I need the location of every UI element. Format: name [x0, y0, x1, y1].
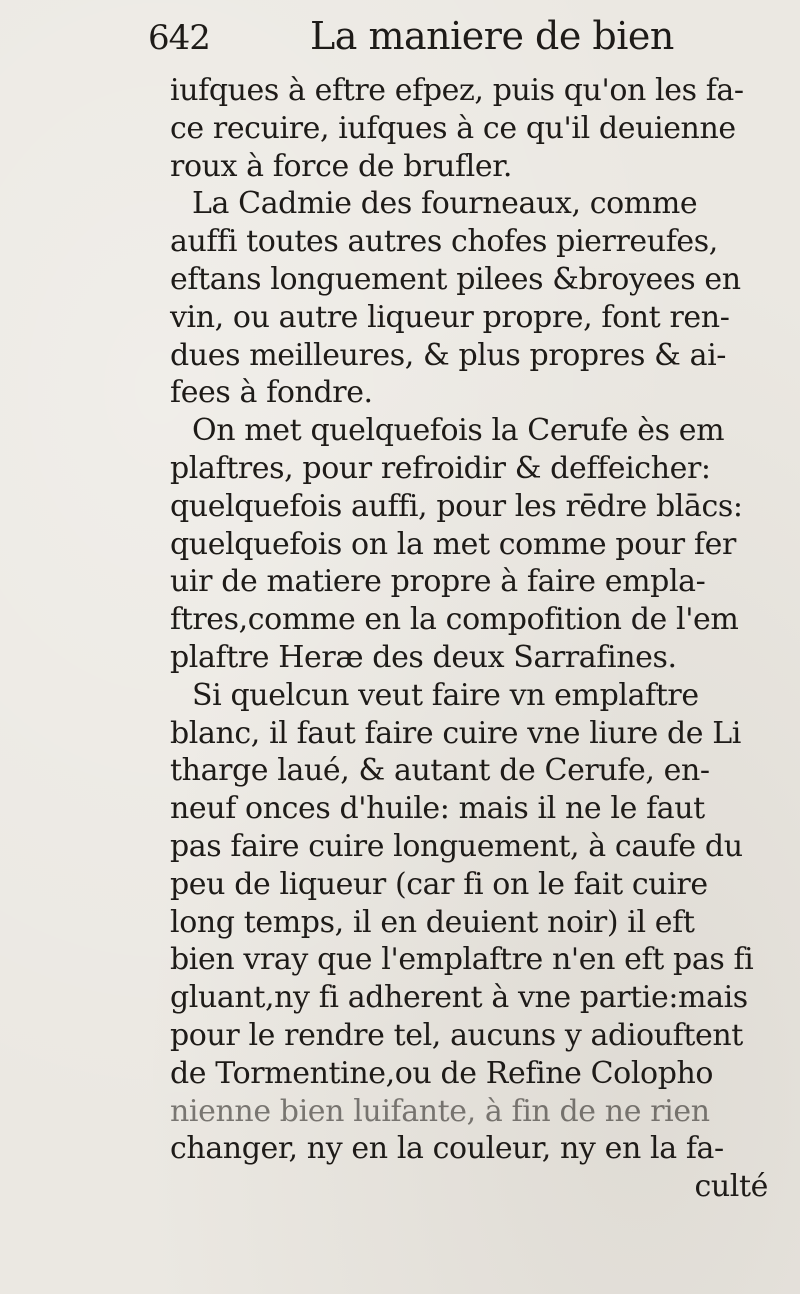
page-header	[148, 14, 768, 62]
text-line: de Tormentine,ou de Refine Colopho	[170, 1055, 714, 1091]
text-line: plaftres, pour refroidir & deffeicher:	[170, 450, 711, 486]
text-line: plaftre Heræ des deux Sarrafines.	[170, 639, 677, 675]
text-line: eftans longuement pilees &broyees en	[170, 261, 741, 297]
text-line: pour le rendre tel, aucuns y adiouftent	[170, 1017, 743, 1053]
paragraph-start-line: On met quelquefois la Cerufe ès em	[192, 413, 725, 449]
text-line: long temps, il en deuient noir) il eft	[170, 904, 695, 940]
text-line: vin, ou autre liqueur propre, font ren-	[170, 299, 730, 335]
text-line: uir de matiere propre à faire empla-	[170, 564, 706, 600]
text-line: changer, ny en la couleur, ny en la fa-	[170, 1131, 724, 1167]
text-line: nienne bien luifante, à fin de ne rien	[170, 1093, 710, 1129]
running-head: La maniere de bien	[310, 14, 674, 58]
text-line: tharge laué, & autant de Cerufe, en-	[170, 753, 710, 789]
catchword: culté	[694, 1169, 768, 1205]
text-line: peu de liqueur (car fi on le fait cuire	[170, 866, 708, 902]
text-line: fees à fondre.	[170, 375, 373, 411]
paragraph-start-line: La Cadmie des fourneaux, comme	[192, 186, 698, 222]
text-line: gluant,ny fi adherent à vne partie:mais	[170, 980, 748, 1016]
paragraph-start-line: Si quelcun veut faire vn emplaftre	[192, 677, 699, 713]
text-line: quelquefois on la met comme pour fer	[170, 526, 736, 562]
text-line: dues meilleures, & plus propres & ai-	[170, 337, 727, 373]
text-line: auffi toutes autres chofes pierreufes,	[170, 224, 718, 260]
text-line: bien vray que l'emplaftre n'en eft pas fi	[170, 942, 754, 978]
text-line: ftres,comme en la compofition de l'em	[170, 602, 739, 638]
body-text	[170, 72, 790, 1206]
text-line: blanc, il faut faire cuire vne liure de Li	[170, 715, 741, 751]
text-line: neuf onces d'huile: mais il ne le faut	[170, 791, 705, 827]
text-line: pas faire cuire longuement, à caufe du	[170, 828, 743, 864]
text-line: quelquefois auffi, pour les rēdre blācs:	[170, 488, 743, 524]
page-number: 642	[148, 18, 210, 58]
text-line: roux à force de brufler.	[170, 148, 512, 184]
text-line: ce recuire, iufques à ce qu'il deuienne	[170, 110, 736, 146]
text-line: iufques à eftre efpez, puis qu'on les fa-	[170, 73, 744, 108]
